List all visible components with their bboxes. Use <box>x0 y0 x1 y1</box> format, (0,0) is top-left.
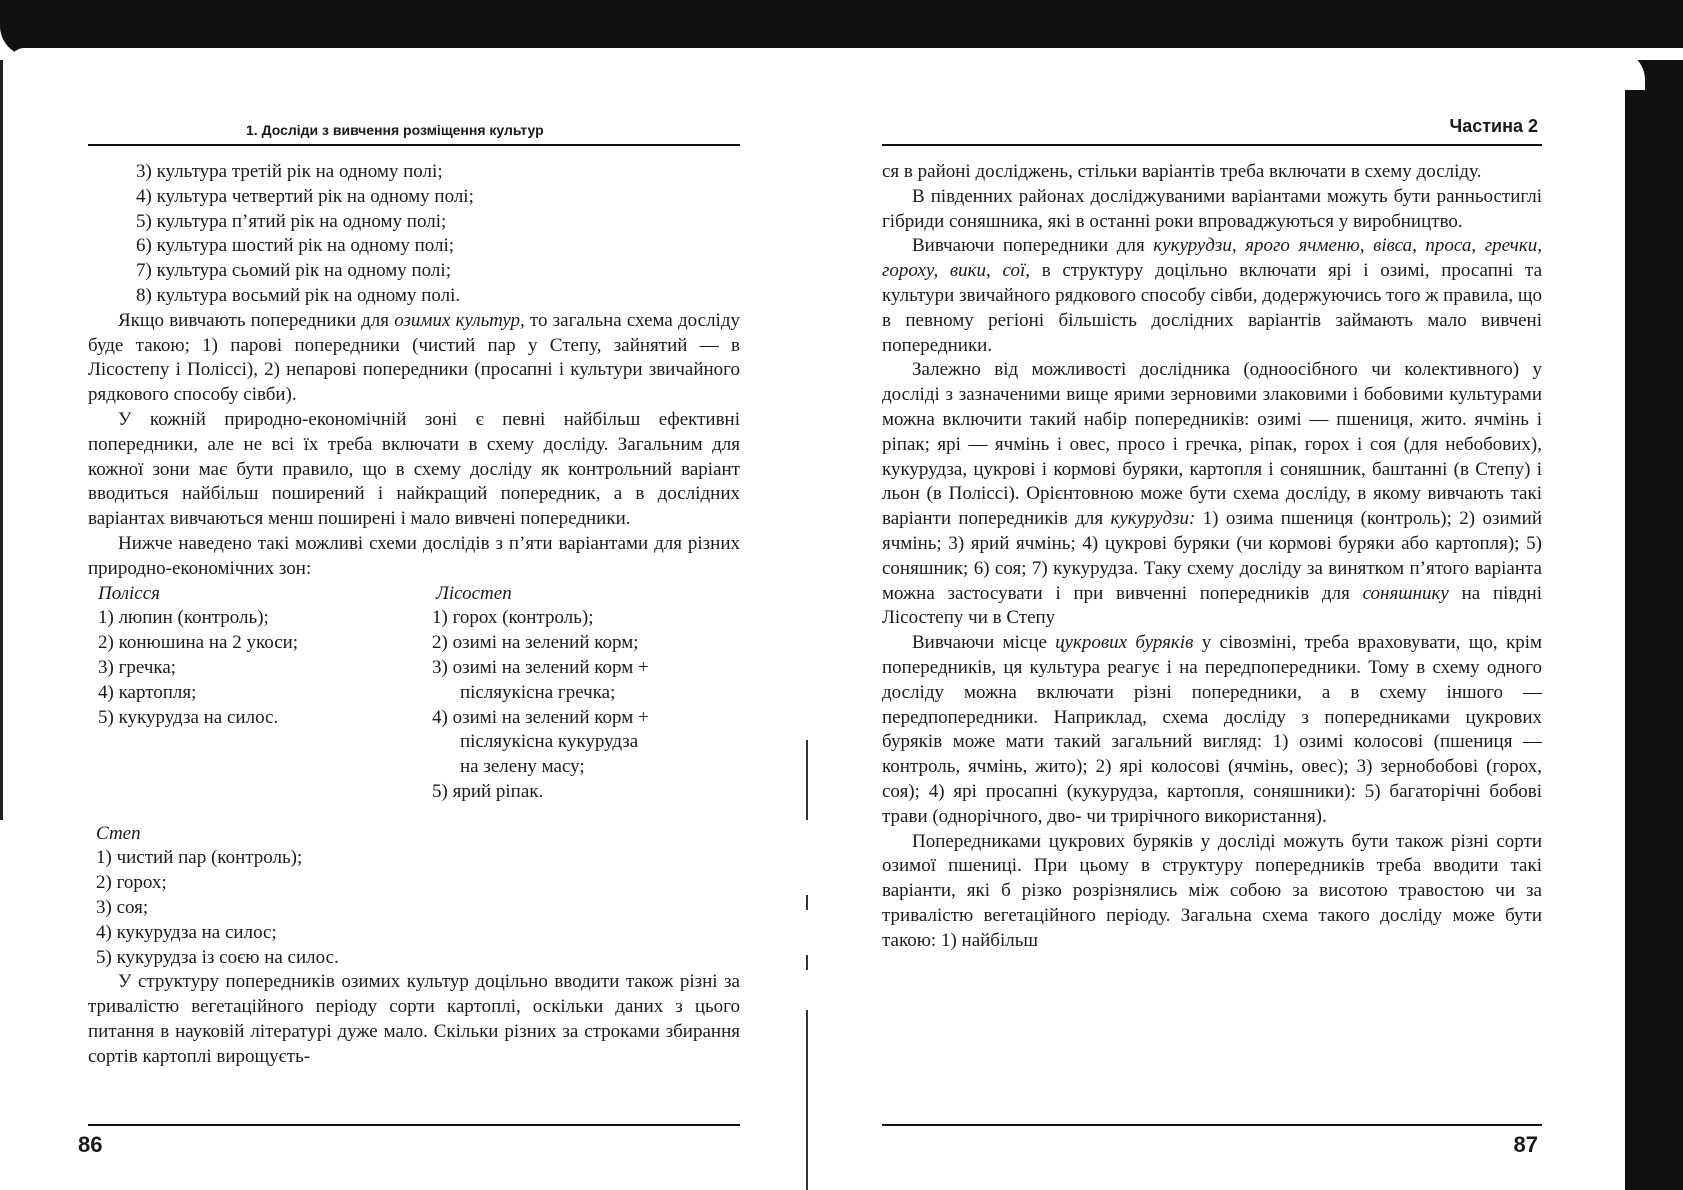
paragraph: Вивчаючи попередники для кукурудзи, ярого ячменю, вівса, проса, гречки, гороху, вики, сої, в структуру доцільно включати ярі і озимі, просапні та культури звичайного рядкового способу сівби, додержуючись того ж правила, що в певному регіоні більшість дослідних варіантів займають мало вивчені попередники. <box>882 235 1542 356</box>
page-footer <box>882 1124 1542 1157</box>
running-head-text: 1. Досліди з вивчення розміщення культур <box>246 122 544 138</box>
page-body <box>882 160 1542 954</box>
scan-top-border <box>0 0 1683 56</box>
paragraph: Вивчаючи місце цукрових буряків у сівозміні, треба враховувати, що, крім попередників, ця культура реагує і на передпопередники. Тому в схему одного досліду можна включати різні попередники, а в схему іншого — передпопередники. Наприклад, схема досліду з попередниками цукрових буряків може мати такий загальний вигляд: 1) озимі колосові (пшениця — контроль, ячмінь, жито); 2) ярі колосові (ячмінь, овес); 3) зернобобові (горох, соя); 4) ярі просапні (кукурудза, картопля, соняшники): 5) багаторічні бобові трави (однорічного, дво- чи трирічного використання). <box>882 632 1543 827</box>
scheme-item: 3) соя; <box>96 896 149 918</box>
scheme-item: 5) ярий ріпак. <box>432 780 544 802</box>
list-item: 5) культура п’ятий рік на одному полі; <box>136 210 447 232</box>
running-head <box>882 118 1542 146</box>
gutter-mark <box>806 955 808 970</box>
gutter-line <box>806 740 808 820</box>
list-item: 6) культура шостий рік на одному полі; <box>136 235 455 257</box>
scan-right-edge <box>1625 60 1683 1190</box>
scheme-item: 4) кукурудза на силос; <box>96 921 277 943</box>
scan-left-edge <box>0 60 3 820</box>
scheme-polissia <box>98 582 398 731</box>
list-item: 3) культура третій рік на одному полі; <box>136 161 443 182</box>
scheme-item: післяукісна гречка; <box>460 681 616 703</box>
scheme-item: 1) горох (контроль); <box>432 607 594 629</box>
paragraph: У структуру попередників озимих культур доцільно вводити також різні за тривалістю вегетаційного періоду сорти картоплі, оскільки даних з цього питання в науковій літературі дуже мало. Скільки різних за строками збирання сортів картоплі вирощуєть- <box>88 971 740 1067</box>
gutter-line <box>806 1010 808 1190</box>
scheme-item: 1) люпин (контроль); <box>98 607 269 629</box>
scheme-lisostep <box>432 582 732 805</box>
paragraph: Попередниками цукрових буряків у досліді можуть бути також різні сорти озимої пшениці. При цьому в структуру попередників треба вводити такі варіанти, які б різко розрізнялись між собою за висотою травостою чи за тривалістю вегетаційного періоду. Загальна схема такого досліду може бути такою: 1) найбільш <box>882 830 1542 951</box>
paragraph: Якщо вивчають попередники для озимих культур, то загальна схема досліду буде такою; 1) парові попередники (чистий пар у Степу, зайнятий — в Лісостепу і Поліссі), 2) непарові попередники (просапні і культури звичайного рядкового способу сівби). <box>88 309 740 406</box>
list-item: 8) культура восьмий рік на одному полі. <box>136 284 461 306</box>
gutter-mark <box>806 895 808 910</box>
paragraph: Нижче наведено такі можливі схеми дослідів з п’яти варіантами для різних природно-економічних зон: <box>88 532 740 579</box>
page-body <box>88 160 740 1070</box>
scheme-step <box>88 822 740 971</box>
scheme-item: на зелену масу; <box>460 756 585 778</box>
scheme-heading: Степ <box>96 822 141 844</box>
list-item: 7) культура сьомий рік на одному полі; <box>136 260 451 282</box>
scheme-item: 2) горох; <box>96 872 167 894</box>
paragraph: ся в районі досліджень, стільки варіантів треба включати в схему досліду. <box>882 161 1482 182</box>
page-number: 87 <box>1513 1132 1538 1157</box>
paragraph: Залежно від можливості дослідника (одноосібного чи колективного) у досліді з зазначеними вище ярими зерновими злаковими і бобовими культурами можна включити такий набір попередників: озимі — пшениця, жито. ячмінь і ріпак; ярі — ячмінь і овес, просо і гречка, ріпак, горох і соя (для небобових), кукурудза, цукрові і кормові буряки, картопля і соняшник, баштанні (в Степу) і льон (в Поліссі). Орієнтовною може бути схема досліду, в якому вивчають такі варіанти попередників для кукурудзи: 1) озима пшениця (контроль); 2) озимий ячмінь; 3) ярий ячмінь; 4) цукрові буряки (чи кормові буряки або картопля); 5) соняшник; 6) соя; 7) кукурудза. Таку схему досліду за винятком п’ятого варіанта можна застосувати і при вивченні попередників для соняшнику на півдні Лісостепу чи в Степу <box>882 359 1542 629</box>
page-number: 86 <box>78 1132 103 1157</box>
scheme-item: післяукісна кукурудза <box>460 731 639 753</box>
scheme-item: 2) озимі на зелений корм; <box>432 632 639 654</box>
scheme-item: 3) озимі на зелений корм + <box>432 656 649 678</box>
scheme-item: 4) озимі на зелений корм + <box>432 706 649 728</box>
scheme-item: 1) чистий пар (контроль); <box>96 847 303 869</box>
scheme-columns <box>88 582 740 814</box>
page-footer <box>78 1124 740 1157</box>
scheme-heading: Лісостеп <box>436 582 512 604</box>
running-head-text: Частина 2 <box>1449 116 1538 136</box>
scheme-item: 4) картопля; <box>98 681 197 703</box>
scheme-heading: Полісся <box>98 582 161 604</box>
paragraph: В південних районах досліджуваними варіантами можуть бути ранньостиглі гібриди соняшника, які в останні роки впроваджуються у виробництво. <box>882 185 1542 232</box>
scheme-item: 5) кукурудза із соєю на силос. <box>96 946 339 968</box>
paragraph: У кожній природно-економічній зоні є певні найбільш ефективні попередники, але не всі їх треба включати в схему досліду. Загальним для кожної зони має бути правило, що в схему досліду як контрольний варіант вводиться найбільш поширений і найкращий попередник, а в дослідних варіантах вивчаються менш поширені і мало вивчені попередники. <box>88 408 740 530</box>
list-item: 4) культура четвертий рік на одному полі; <box>136 185 474 207</box>
scheme-item: 5) кукурудза на силос. <box>98 706 279 728</box>
scheme-item: 2) конюшина на 2 укоси; <box>98 632 299 654</box>
scheme-item: 3) гречка; <box>98 656 177 678</box>
running-head <box>88 118 740 146</box>
